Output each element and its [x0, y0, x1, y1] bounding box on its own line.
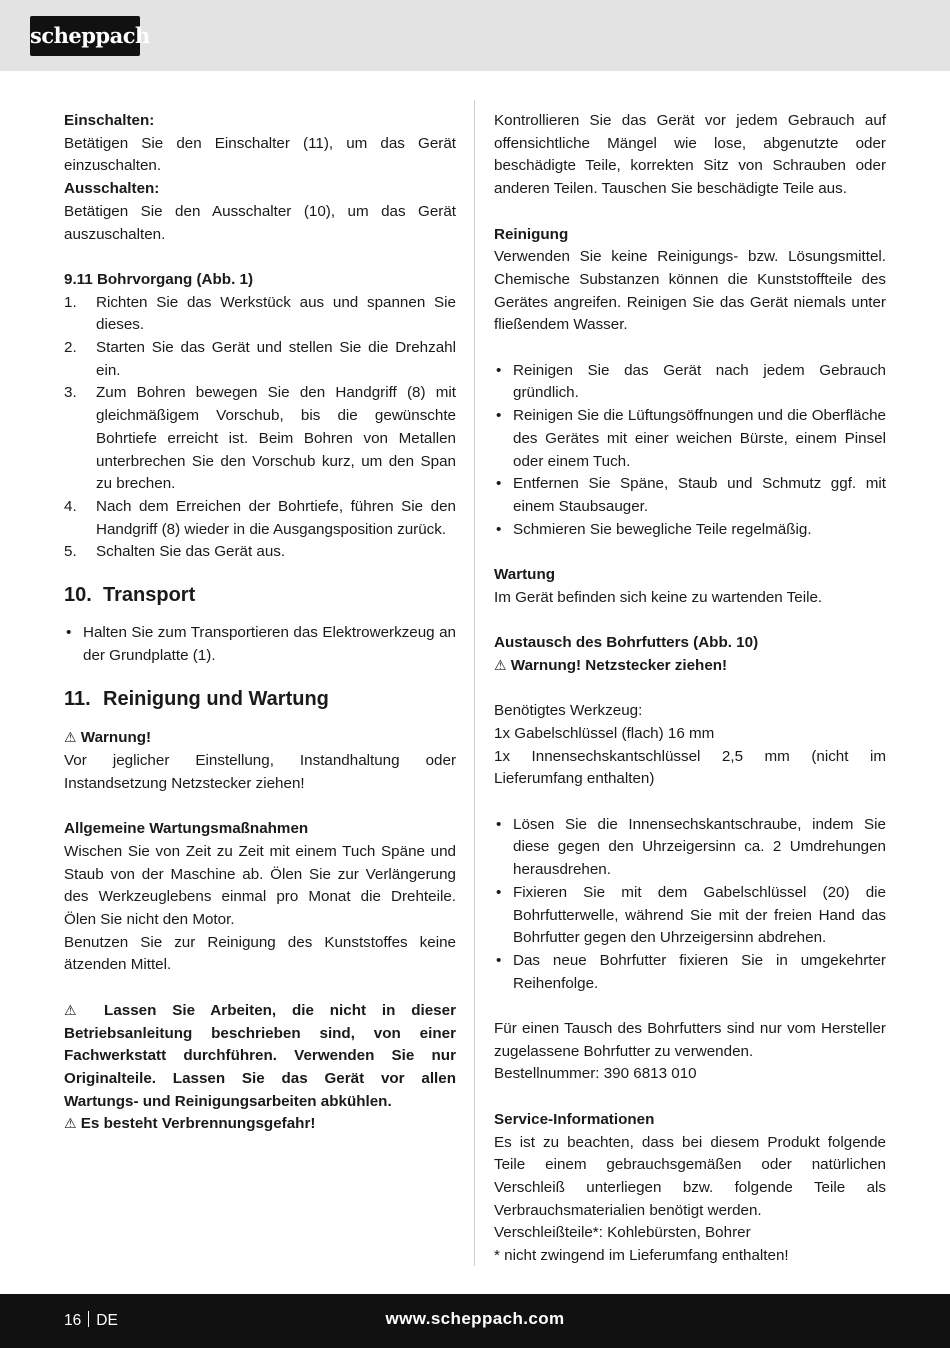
kontroll-text: Kontrollieren Sie das Gerät vor jedem Gebrauch auf offensichtliche Mängel wie lose, abgenutzte oder beschädigte Teile, korrekten Sitz von Schrauben oder anderen Teilen. Tauschen Sie beschädigte Teile aus.: [494, 112, 886, 198]
section-number: 11.: [64, 688, 91, 711]
werkzeug-label: Benötigtes Werkzeug:: [494, 702, 643, 720]
right-column: [494, 110, 886, 1268]
bullet-text: Entfernen Sie Späne, Staub und Schmutz ggf. mit einem Staubsauger.: [513, 475, 886, 515]
step-item: [64, 382, 456, 496]
bullet-icon: •: [496, 883, 502, 901]
wartung-text: Im Gerät befinden sich keine zu wartenden Teile.: [494, 588, 823, 606]
bullet-text: Schmieren Sie bewegliche Teile regelmäßig.: [513, 520, 812, 538]
transport-heading: [64, 582, 456, 608]
transport-list: [64, 622, 456, 667]
column-divider: [474, 100, 475, 1266]
step-text: Schalten Sie das Gerät aus.: [96, 543, 286, 561]
werkzeug-item-2: 1x Innensechskantschlüssel 2,5 mm (nicht im Lieferumfang enthalten): [494, 747, 886, 788]
reinigung-list: [494, 360, 886, 542]
footer-bar: [0, 1294, 950, 1348]
language-code: DE: [96, 1312, 118, 1329]
step-number: 3.: [64, 384, 77, 402]
scheppach-logo: scheppach: [30, 16, 140, 56]
website-link[interactable]: www.scheppach.com: [385, 1309, 565, 1328]
allgemeine-heading: Allgemeine Wartungsmaßnahmen: [64, 820, 309, 838]
reinigung-heading: Reinigung: [494, 225, 569, 243]
step-number: 5.: [64, 543, 77, 561]
step-item: [64, 337, 456, 382]
einschalten-heading: Einschalten:: [64, 112, 155, 129]
warnung-heading: [64, 727, 456, 750]
step-item: [64, 541, 456, 564]
bullet-icon: •: [496, 407, 502, 425]
list-item: [494, 950, 886, 995]
list-item: [494, 405, 886, 473]
section-title: Reinigung und Wartung: [103, 688, 329, 711]
warning-icon: ⚠: [64, 1116, 77, 1133]
service-text: Es ist zu beachten, dass bei diesem Produkt folgende Teile einem gebrauchsgemäßen oder natürlichen Verschleiß unterliegen bzw. folgende Teile als Verbrauchsmaterialien benötigt werden.: [494, 1133, 886, 1219]
bullet-text: Das neue Bohrfutter fixieren Sie in umgekehrter Reihenfolge.: [513, 951, 886, 992]
step-text: Richten Sie das Werkstück aus und spannen Sie dieses.: [96, 293, 456, 334]
tausch-text: Für einen Tausch des Bohrfutters sind nur vom Hersteller zugelassene Bohrfutter zu verwenden.: [494, 1020, 886, 1060]
section-title: Transport: [103, 584, 196, 607]
list-item: [494, 882, 886, 950]
reinigung-wartung-heading: [64, 686, 456, 712]
reinigung-text: Verwenden Sie keine Reinigungs- bzw. Lösungsmittel. Chemische Substanzen können die Kunststoffteile des Gerätes angreifen. Reinigen Sie das Gerät niemals unter fließendem Wasser.: [494, 248, 886, 334]
step-text: Nach dem Erreichen der Bohrtiefe, führen Sie den Handgriff (8) wieder in die Ausgangsposition zurück.: [96, 497, 456, 538]
einschalten-text: Betätigen Sie den Einschalter (11), um das Gerät einzuschalten.: [64, 134, 456, 175]
austausch-heading: Austausch des Bohrfutters (Abb. 10): [494, 634, 759, 652]
section-number: 10.: [64, 584, 92, 607]
bohrvorgang-heading: 9.11 Bohrvorgang (Abb. 1): [64, 270, 254, 288]
bullet-icon: •: [496, 520, 502, 538]
step-text: Zum Bohren bewegen Sie den Handgriff (8) mit gleichmäßigem Vorschub, bis die gewünschte Bohrtiefe erreicht ist. Beim Bohren von Metallen unterbrechen Sie den Vorschub kurz, um den Span zu brechen.: [96, 384, 456, 493]
list-item: [64, 622, 456, 667]
footnote: * nicht zwingend im Lieferumfang enthalten!: [494, 1247, 789, 1265]
verbrennung-warning: [64, 1113, 456, 1136]
bullet-icon: •: [496, 815, 502, 833]
allgemeine-text-1: Wischen Sie von Zeit zu Zeit mit einem Tuch Späne und Staub von der Maschine ab. Ölen Sie zur Verlängerung des Werkzeuglebens einmal pro Monat die Drehteile. Ölen Sie nicht den Motor.: [64, 842, 456, 929]
allgemeine-text-2: Benutzen Sie zur Reinigung des Kunststoffes keine ätzenden Mittel.: [64, 933, 456, 974]
page-number: 16: [64, 1312, 82, 1329]
austausch-list: [494, 814, 886, 996]
austausch-warning-text: Warnung! Netzstecker ziehen!: [510, 656, 728, 674]
step-item: [64, 292, 456, 337]
bullet-text: Reinigen Sie das Gerät nach jedem Gebrauch gründlich.: [513, 361, 886, 402]
list-item: [494, 814, 886, 882]
bullet-icon: •: [496, 475, 502, 493]
bestellnummer: Bestellnummer: 390 6813 010: [494, 1065, 697, 1083]
header-band: [0, 0, 950, 71]
verschleissteile: Verschleißteile*: Kohlebürsten, Bohrer: [494, 1224, 751, 1242]
lassen-text: Lassen Sie Arbeiten, die nicht in dieser Betriebsanleitung beschrieben sind, von einer Fachwerkstatt durchführen. Verwenden Sie nur Originalteile. Lassen Sie das Gerät vor allen Wartungs- und Reinigungsarbeiten abkühlen.: [64, 1001, 456, 1110]
bullet-text: Halten Sie zum Transportieren das Elektrowerkzeug an der Grundplatte (1).: [83, 624, 456, 664]
bullet-icon: •: [496, 951, 502, 969]
step-text: Starten Sie das Gerät und stellen Sie die Drehzahl ein.: [96, 339, 456, 379]
bullet-icon: •: [496, 361, 502, 379]
werkzeug-item-1: 1x Gabelschlüssel (flach) 16 mm: [494, 724, 715, 742]
lassen-warning: [64, 1000, 456, 1114]
list-item: [494, 360, 886, 405]
bullet-text: Fixieren Sie mit dem Gabelschlüssel (20) die Bohrfutterwelle, während Sie mit der freien Hand das Bohrfutter gegen den Uhrzeigersinn abdrehen.: [513, 883, 886, 947]
ausschalten-text: Betätigen Sie den Ausschalter (10), um das Gerät auszuschalten.: [64, 202, 456, 243]
bullet-icon: •: [66, 624, 72, 642]
step-item: [64, 496, 456, 541]
warning-icon: ⚠: [64, 730, 77, 747]
warnung-text: Vor jeglicher Einstellung, Instandhaltung oder Instandsetzung Netzstecker ziehen!: [64, 752, 456, 792]
step-number: 4.: [64, 497, 77, 515]
bullet-text: Lösen Sie die Innensechskantschraube, indem Sie diese gegen den Uhrzeigersinn ca. 2 Umdrehungen herausdrehen.: [513, 815, 886, 879]
verbrennung-text: Es besteht Verbrennungsgefahr!: [80, 1115, 316, 1133]
step-number: 2.: [64, 339, 77, 357]
ausschalten-heading: Ausschalten:: [64, 180, 160, 198]
bullet-text: Reinigen Sie die Lüftungsöffnungen und die Oberfläche des Gerätes mit einer weichen Bürste, einem Pinsel oder einem Tuch.: [513, 407, 886, 470]
list-item: [494, 473, 886, 518]
service-heading: Service-Informationen: [494, 1110, 655, 1128]
bohrvorgang-steps: [64, 292, 456, 564]
austausch-warning: [494, 655, 886, 678]
step-number: 1.: [64, 293, 77, 311]
warning-icon: ⚠: [64, 1002, 89, 1019]
list-item: [494, 519, 886, 542]
warnung-label: Warnung!: [80, 729, 152, 747]
left-column: [64, 110, 456, 1136]
wartung-heading: Wartung: [494, 566, 556, 584]
warning-icon: ⚠: [494, 657, 507, 674]
